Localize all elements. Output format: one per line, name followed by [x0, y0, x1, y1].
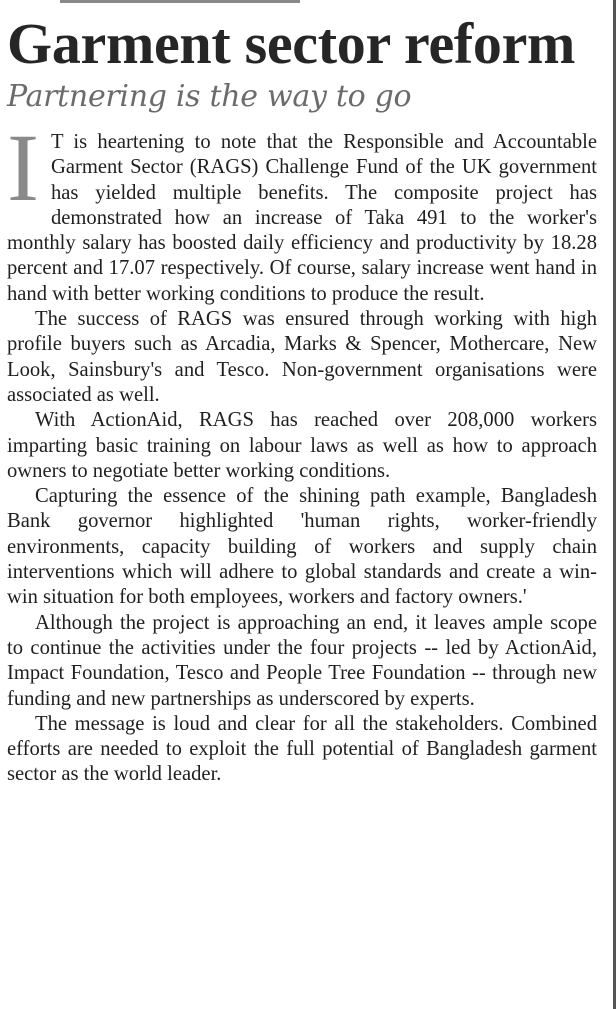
- top-text-fragment: [60, 0, 300, 3]
- drop-cap: I: [7, 114, 39, 221]
- editorial-article: [7, 12, 597, 788]
- paragraph-1: [7, 114, 597, 307]
- headline: Garment sector reform: [7, 11, 576, 76]
- paragraph-6: The message is loud and clear for all the stakeholders. Combined efforts are needed to exploit the full potential of Bangladesh garment sector as the world leader.: [7, 712, 597, 786]
- paragraph-1-text: T is heartening to note that the Responsible and Accountable Garment Sector (RAGS) Challenge Fund of the UK government has yielded multiple benefits. The composite project has demonstrated how an increase of Taka 491 to the worker's monthly salary has boosted daily efficiency and productivity by 18.28 percent and 17.07 respectively. Of course, salary increase went hand in hand with better working conditions to produce the result.: [7, 131, 597, 305]
- paragraph-2: The success of RAGS was ensured through working with high profile buyers such as Arcadia, Marks & Spencer, Mothercare, New Look, Sainsbury's and Tesco. Non-government organisations were associated as well.: [7, 308, 597, 406]
- paragraph-5: Although the project is approaching an end, it leaves ample scope to continue the activities under the four projects -- led by ActionAid, Impact Foundation, Tesco and People Tree Foundation -- through new funding and new partnerships as underscored by experts.: [7, 611, 597, 710]
- paragraph-3: With ActionAid, RAGS has reached over 208,000 workers imparting basic training on labour laws as well as how to approach owners to negotiate better working conditions.: [7, 409, 597, 482]
- subheadline: Partnering is the way to go: [7, 79, 412, 114]
- paragraph-4: Capturing the essence of the shining path example, Bangladesh Bank governor highlighted 'human rights, worker-friendly environments, capacity building of workers and supply chain interventions which will adhere to global standards and create a win-win situation for both employees, workers and factory owners.': [7, 485, 597, 609]
- article-body: [7, 114, 597, 788]
